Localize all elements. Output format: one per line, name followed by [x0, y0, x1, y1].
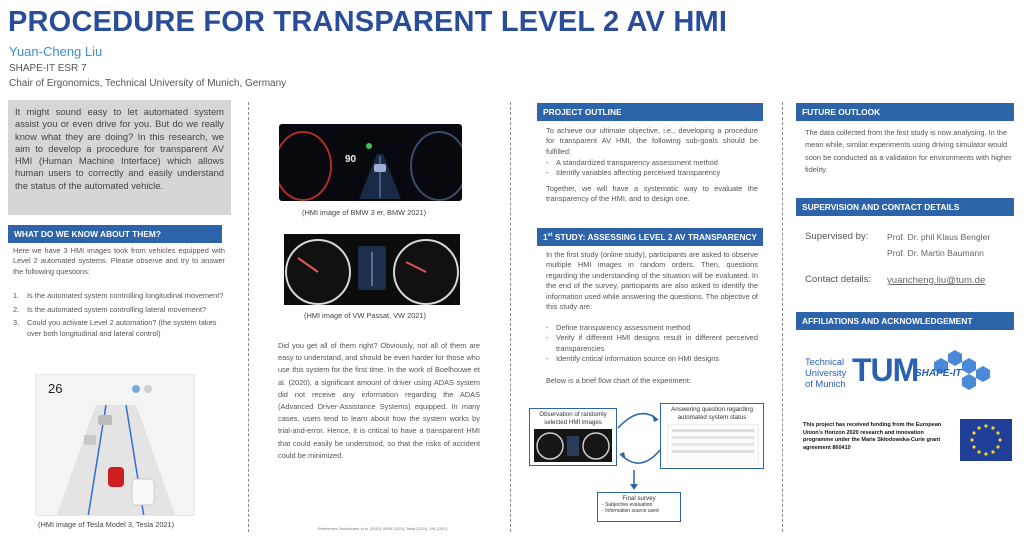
vw-caption: (HMI image of VW Passat, VW 2021) [304, 311, 426, 320]
objective-item: - Identify critical information source on HMI designs [546, 354, 720, 364]
flow-box-final-item-text: Information source used [605, 508, 659, 514]
question-item [13, 291, 225, 302]
question-number: 3. [13, 318, 20, 327]
tesla-road-illustration [36, 375, 195, 516]
flow-box-final-title: Final survey [622, 495, 656, 502]
first-study-text: In the first study (online study), participants are asked to observe multiple HMI images in random orders. Then, questions regarding the understanding of the situation will be evaluated. In the end of the survey, participants are also asked to identify the information used while answering the questions. The objective of this study are: [546, 250, 758, 312]
question-number: 1. [13, 291, 20, 300]
supervisor-name: Prof. Dr. phil Klaus Bengler [887, 232, 991, 242]
flow-box-observation-label: Observation of randomly selected HMI images [539, 411, 607, 426]
vw-hmi-image [284, 234, 460, 305]
eu-stars [960, 419, 1012, 461]
bmw-hmi-image [279, 124, 462, 201]
question-number: 2. [13, 304, 20, 314]
objective-text: Define transparency assessment method [556, 323, 691, 332]
author-name: Yuan-Cheng Liu [9, 44, 103, 59]
affiliation-chair: Chair of Ergonomics, Technical University of Munich, Germany [9, 78, 287, 89]
column-divider-1 [248, 102, 249, 532]
goal-text: Identify variables affecting perceived transparency [556, 168, 721, 178]
question-text: Is the automated system controlling longitudinal movement? [27, 291, 224, 300]
poster-title: PROCEDURE FOR TRANSPARENT LEVEL 2 AV HMI [8, 6, 728, 38]
column2-body-text: Did you get all of them right? Obviously, not all of them are easy to understand, and should be even harder for those who use this system for the first time. In the work of Boelhouwe et al. (2020), a significant amount of driver using ADAS system did not receive any information regarding the ADAS (Advanced Driver-Assistance Systems) equipped. In many cases, users tend to learn about how the system works by trial-and-error. Hence, it is critical to have a transparent HMI that could easily be understood, so that the risks of accident could be minimized. [278, 341, 480, 460]
objective-item: - Define transparency assessment method [546, 323, 691, 332]
objective-item: - Verify if different HMI designs result in different perceived transparencies [546, 333, 758, 353]
shapeit-logo: SHAPE-IT [915, 368, 962, 379]
first-study-objectives [546, 323, 758, 365]
question-text: Is the automated system controlling lateral movement? [27, 304, 207, 314]
tesla-speed-readout: 26 [48, 381, 63, 396]
flow-box-final-item-text: Subjective evaluation [605, 502, 653, 508]
flow-box-final-survey [597, 492, 681, 522]
project-outline-intro: To achieve our ultimate objective, i.e., developing a procedure for transparent AV HMI, the following sub-goals should be fulfilled: [546, 126, 758, 156]
section-heading-affiliations: AFFILIATIONS AND ACKNOWLEDGEMENT [796, 312, 1014, 330]
eu-flag-logo [960, 419, 1012, 461]
affiliation-esr: SHAPE-IT ESR 7 [9, 63, 87, 74]
tum-name-line: University [805, 366, 847, 378]
eu-funding-statement: This project has received funding from the European Union's Horizon 2020 research and innovation programme under the Marie Skłodowska-Curie grant agreement 860410 [803, 422, 942, 451]
flow-arrows [600, 400, 700, 490]
goal-item: - Identify variables affecting perceived transparency [546, 168, 721, 178]
flow-box-final-item: - Information source used [602, 508, 659, 514]
column-divider-2 [510, 102, 511, 532]
flow-chart-intro: Below is a brief flow chart of the experiment: [546, 376, 692, 385]
flow-box-answering-label: Answering question regarding automated system status [671, 406, 753, 421]
flow-box-final-item: - Subjective evaluation [602, 502, 653, 508]
section-heading-future-outlook: FUTURE OUTLOOK [796, 103, 1014, 121]
section-heading-what-we-know: WHAT DO WE KNOW ABOUT THEM? [8, 225, 222, 243]
goal-item: - A standardized transparency assessment method [546, 158, 718, 167]
contact-email-link[interactable]: yuancheng.liu@tum.de [887, 275, 986, 286]
tum-logo: TUM [852, 352, 919, 388]
supervised-by-label: Supervised by: [805, 231, 869, 242]
first-study-heading-sup: st [547, 232, 553, 239]
tum-name [805, 357, 846, 389]
question-item [13, 305, 225, 316]
bmw-cluster-illustration [279, 124, 462, 201]
question-list [13, 291, 225, 342]
tesla-caption: (HMI image of Tesla Model 3, Tesla 2021) [38, 520, 175, 529]
column-divider-3 [782, 102, 783, 532]
first-study-heading-number: 1 [543, 232, 548, 242]
section-heading-supervision: SUPERVISION AND CONTACT DETAILS [796, 198, 1014, 216]
tum-name-line: Technical [805, 356, 845, 367]
contact-details-label: Contact details: [805, 274, 872, 285]
bmw-speed-readout: 90 [345, 154, 357, 165]
tesla-hmi-image [35, 374, 195, 516]
tum-name-line: of Munich [805, 377, 846, 389]
section-heading-project-outline: PROJECT OUTLINE [537, 103, 763, 121]
section-heading-first-study [537, 228, 763, 246]
goal-text: A standardized transparency assessment method [556, 158, 718, 167]
references-footer: References: Boelhouwer et al. (2020), BMW (2021), Tesla (2021), VW (2021) [318, 527, 448, 531]
first-study-heading-text: STUDY: ASSESSING LEVEL 2 AV TRANSPARENCY [552, 232, 758, 242]
vw-cluster-illustration [284, 234, 460, 305]
intro-box: It might sound easy to let automated system assist you or even drive for you. But do we really know what they are doing? In this research, we aim to develop a procedure for transparent AV HMI (Human Machine Interface) which allows human users to correctly and easily understand the status of the automated vehicle. [8, 100, 231, 215]
supervisor-name: Prof. Dr. Martin Baumann [887, 248, 984, 258]
bmw-caption: (HMI image of BMW 3 er, BMW 2021) [302, 208, 427, 217]
objective-text: Verify if different HMI designs result in different perceived transparencies [556, 333, 758, 353]
project-outline-closing: Together, we will have a systematic way to evaluate the transparency of the HMI, and to design one. [546, 184, 758, 204]
future-outlook-text: The data collected from the first study is now analysing. In the mean while, similar experiments using driving simulator would soon be conducted as a validation for environments with higher fidelity. [805, 128, 1012, 174]
question-item [13, 318, 225, 339]
what-we-know-text: Here we have 3 HMI images took from vehicles equipped with Level 2 automated systems. Please observe and try to answer the following questions: [13, 246, 225, 276]
project-outline-goals [546, 158, 758, 179]
objective-text: Identify critical information source on HMI designs [556, 354, 720, 364]
question-text: Could you activate Level 2 automation? (the system takes over both longitudinal and lateral control) [27, 318, 217, 338]
